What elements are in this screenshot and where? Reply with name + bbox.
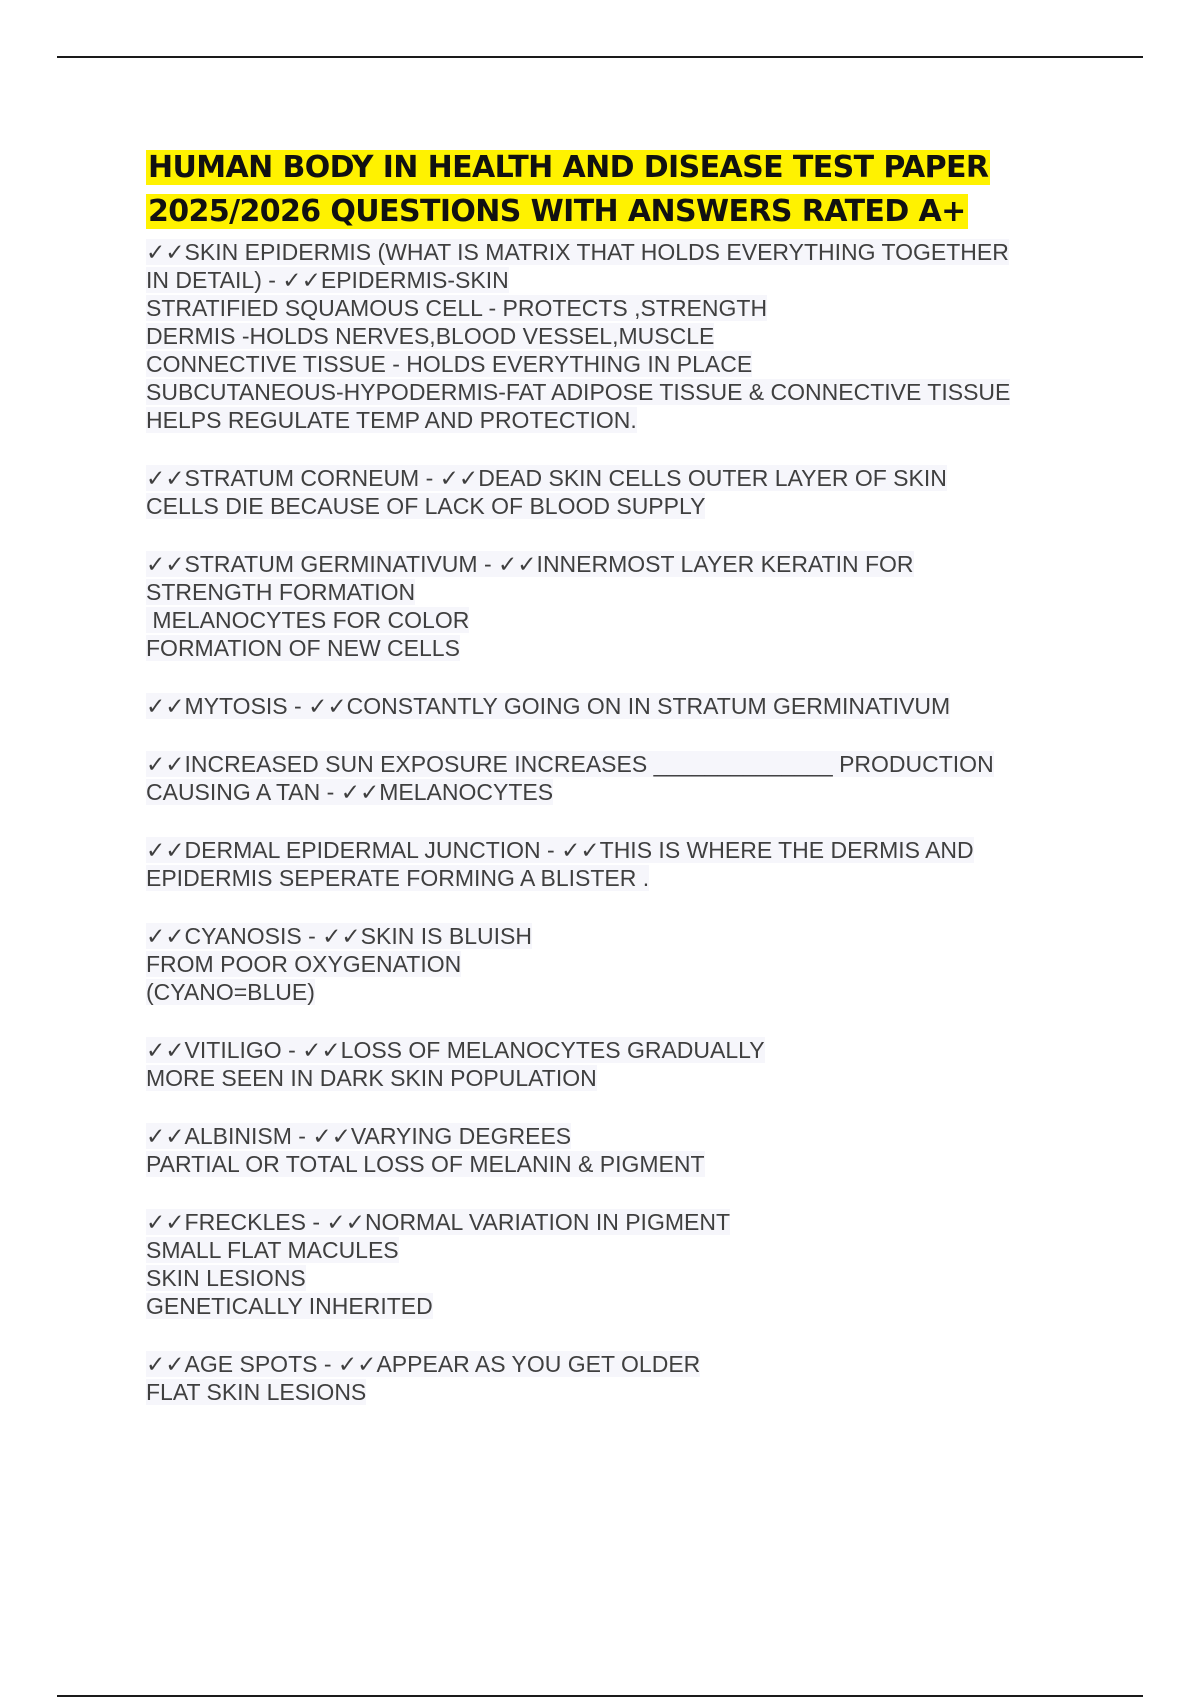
entry-line-text: STRENGTH FORMATION bbox=[146, 579, 416, 605]
entry-line-text: EPIDERMIS SEPERATE FORMING A BLISTER . bbox=[146, 865, 650, 891]
entry-line-text: DERMIS -HOLDS NERVES,BLOOD VESSEL,MUSCLE bbox=[146, 323, 715, 349]
entry-line bbox=[146, 1122, 1086, 1150]
entry-line-text: ✓✓INCREASED SUN EXPOSURE INCREASES ______________ PRODUCTION bbox=[146, 751, 994, 777]
entry-line-text: CELLS DIE BECAUSE OF LACK OF BLOOD SUPPLY bbox=[146, 493, 706, 519]
entry-line-text: FROM POOR OXYGENATION bbox=[146, 951, 462, 977]
qa-entry bbox=[146, 692, 1086, 720]
entry-line bbox=[146, 266, 1086, 294]
entry-line-text: SKIN LESIONS bbox=[146, 1265, 306, 1291]
qa-entry bbox=[146, 550, 1086, 662]
entry-line bbox=[146, 692, 1086, 720]
entry-line bbox=[146, 464, 1086, 492]
qa-entry bbox=[146, 1036, 1086, 1092]
entry-line bbox=[146, 1208, 1086, 1236]
bottom-rule bbox=[57, 1695, 1143, 1697]
entry-line-text: ✓✓STRATUM CORNEUM - ✓✓DEAD SKIN CELLS OUTER LAYER OF SKIN bbox=[146, 465, 947, 491]
entry-line bbox=[146, 1036, 1086, 1064]
entry-line bbox=[146, 1378, 1086, 1406]
entry-line-text: ✓✓SKIN EPIDERMIS (WHAT IS MATRIX THAT HOLDS EVERYTHING TOGETHER bbox=[146, 239, 1009, 265]
entry-line-text: ✓✓AGE SPOTS - ✓✓APPEAR AS YOU GET OLDER bbox=[146, 1351, 701, 1377]
entry-line-text: CONNECTIVE TISSUE - HOLDS EVERYTHING IN PLACE bbox=[146, 351, 753, 377]
entry-line-text: ✓✓STRATUM GERMINATIVUM - ✓✓INNERMOST LAYER KERATIN FOR bbox=[146, 551, 914, 577]
entry-line bbox=[146, 1064, 1086, 1092]
qa-entries bbox=[146, 238, 1086, 1406]
entry-line-text: IN DETAIL) - ✓✓EPIDERMIS-SKIN bbox=[146, 267, 509, 293]
qa-entry bbox=[146, 750, 1086, 806]
entry-line bbox=[146, 294, 1086, 322]
title-line-1: HUMAN BODY IN HEALTH AND DISEASE TEST PAPER bbox=[148, 150, 989, 185]
entry-line-text: ✓✓FRECKLES - ✓✓NORMAL VARIATION IN PIGMENT bbox=[146, 1209, 730, 1235]
entry-line bbox=[146, 322, 1086, 350]
entry-line-text: FORMATION OF NEW CELLS bbox=[146, 635, 460, 661]
entry-line bbox=[146, 578, 1086, 606]
qa-entry bbox=[146, 1350, 1086, 1406]
entry-line bbox=[146, 550, 1086, 578]
entry-line-text: STRATIFIED SQUAMOUS CELL - PROTECTS ,STRENGTH bbox=[146, 295, 768, 321]
entry-line bbox=[146, 750, 1086, 778]
entry-line bbox=[146, 238, 1086, 266]
entry-line-text: CAUSING A TAN - ✓✓MELANOCYTES bbox=[146, 779, 554, 805]
qa-entry bbox=[146, 922, 1086, 1006]
entry-line bbox=[146, 1292, 1086, 1320]
entry-line-text: SUBCUTANEOUS-HYPODERMIS-FAT ADIPOSE TISSUE & CONNECTIVE TISSUE bbox=[146, 379, 1011, 405]
document-title bbox=[146, 146, 1086, 234]
qa-entry bbox=[146, 1208, 1086, 1320]
entry-line-text: HELPS REGULATE TEMP AND PROTECTION. bbox=[146, 407, 637, 433]
entry-line-text: SMALL FLAT MACULES bbox=[146, 1237, 399, 1263]
entry-line-text: GENETICALLY INHERITED bbox=[146, 1293, 433, 1319]
entry-line bbox=[146, 634, 1086, 662]
qa-entry bbox=[146, 238, 1086, 434]
entry-line bbox=[146, 950, 1086, 978]
document-body bbox=[146, 146, 1086, 1436]
entry-line bbox=[146, 1264, 1086, 1292]
entry-line bbox=[146, 406, 1086, 434]
entry-line bbox=[146, 1350, 1086, 1378]
entry-line bbox=[146, 1150, 1086, 1178]
entry-line-text: MELANOCYTES FOR COLOR bbox=[146, 607, 470, 633]
entry-line-text: ✓✓VITILIGO - ✓✓LOSS OF MELANOCYTES GRADUALLY bbox=[146, 1037, 765, 1063]
entry-line-text: (CYANO=BLUE) bbox=[146, 979, 315, 1005]
qa-entry bbox=[146, 1122, 1086, 1178]
qa-entry bbox=[146, 836, 1086, 892]
entry-line-text: MORE SEEN IN DARK SKIN POPULATION bbox=[146, 1065, 597, 1091]
entry-line bbox=[146, 836, 1086, 864]
entry-line-text: ✓✓MYTOSIS - ✓✓CONSTANTLY GOING ON IN STRATUM GERMINATIVUM bbox=[146, 693, 951, 719]
entry-line bbox=[146, 922, 1086, 950]
top-rule bbox=[57, 56, 1143, 58]
entry-line bbox=[146, 606, 1086, 634]
entry-line-text: ✓✓DERMAL EPIDERMAL JUNCTION - ✓✓THIS IS WHERE THE DERMIS AND bbox=[146, 837, 974, 863]
entry-line bbox=[146, 1236, 1086, 1264]
entry-line-text: FLAT SKIN LESIONS bbox=[146, 1379, 367, 1405]
entry-line bbox=[146, 978, 1086, 1006]
entry-line bbox=[146, 864, 1086, 892]
entry-line bbox=[146, 378, 1086, 406]
entry-line bbox=[146, 778, 1086, 806]
entry-line bbox=[146, 492, 1086, 520]
qa-entry bbox=[146, 464, 1086, 520]
entry-line-text: ✓✓ALBINISM - ✓✓VARYING DEGREES bbox=[146, 1123, 572, 1149]
entry-line bbox=[146, 350, 1086, 378]
entry-line-text: PARTIAL OR TOTAL LOSS OF MELANIN & PIGMENT bbox=[146, 1151, 705, 1177]
title-line-2: 2025/2026 QUESTIONS WITH ANSWERS RATED A+ bbox=[148, 194, 966, 229]
entry-line-text: ✓✓CYANOSIS - ✓✓SKIN IS BLUISH bbox=[146, 923, 532, 949]
